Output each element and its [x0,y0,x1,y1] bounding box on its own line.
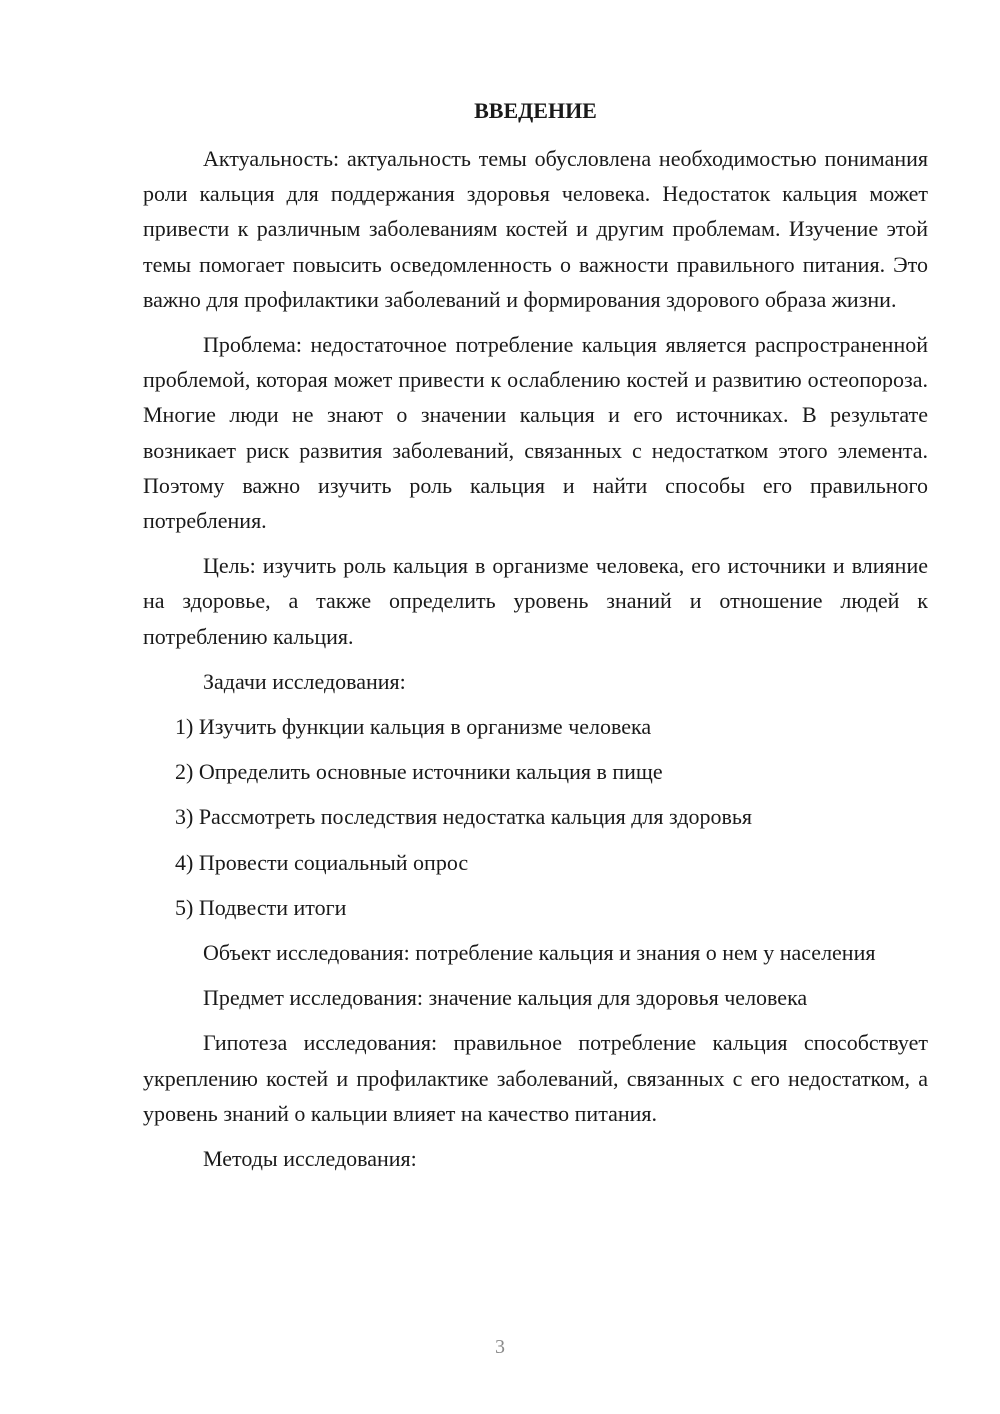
list-item: 2) Определить основные источники кальция в пище [175,759,663,785]
page-number: 3 [495,1336,505,1358]
paragraph-subject: Предмет исследования: значение кальция для здоровья человека [203,985,808,1011]
paragraph-relevance: Актуальность: актуальность темы обусловлена необходимостью понимания роли кальция для поддержания здоровья человека. Недостаток кальция может привести к различным заболеваниям костей и другим проблемам. Изучение этой темы помогает повысить осведомленность о важности правильного питания. Это важно для профилактики заболеваний и формирования здорового образа жизни. [143,146,928,312]
page-title: ВВЕДЕНИЕ [474,98,597,123]
list-item: 3) Рассмотреть последствия недостатка кальция для здоровья [175,804,753,830]
paragraph-tasks-heading: Задачи исследования: [203,668,406,694]
list-item: 4) Провести социальный опрос [175,849,469,875]
list-item: 1) Изучить функции кальция в организме человека [175,714,652,740]
document-body [143,141,928,1186]
paragraph-object: Объект исследования: потребление кальция и знания о нем у населения [203,940,876,966]
tasks-list [143,709,928,925]
paragraph-methods-heading: Методы исследования: [203,1146,417,1172]
paragraph-hypothesis: Гипотеза исследования: правильное потребление кальция способствует укреплению костей и профилактике заболеваний, связанных с его недостатком, а уровень знаний о кальции влияет на качество питания. [143,1030,928,1126]
paragraph-goal: Цель: изучить роль кальция в организме человека, его источники и влияние на здоровье, а также определить уровень знаний и отношение людей к потреблению кальция. [143,553,928,649]
paragraph-problem: Проблема: недостаточное потребление кальция является распространенной проблемой, которая может привести к ослаблению костей и развитию остеопороза. Многие люди не знают о значении кальция и его источниках. В результате возникает риск развития заболеваний, связанных с недостатком этого элемента. Поэтому важно изучить роль кальция и найти способы его правильного потребления. [143,332,928,534]
list-item: 5) Подвести итоги [175,894,347,920]
